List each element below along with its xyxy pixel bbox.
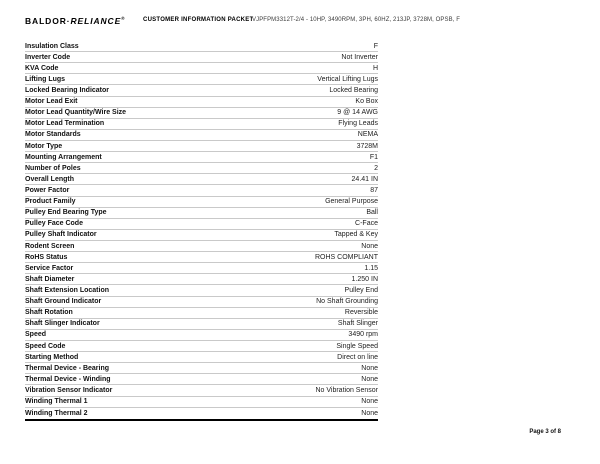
- spec-label: Motor Standards: [25, 131, 81, 139]
- spec-label: Pulley Face Code: [25, 220, 83, 228]
- spec-value: ROHS COMPLIANT: [314, 253, 378, 261]
- document-title: CUSTOMER INFORMATION PACKET: [143, 17, 254, 23]
- spec-label: Pulley Shaft Indicator: [25, 231, 97, 239]
- spec-value: 2: [374, 164, 378, 172]
- product-description: VJPFPM3312T-2/4 - 10HP, 3490RPM, 3PH, 60HZ, 213JP, 3728M, OPSB, F: [252, 17, 461, 23]
- spec-value: No Shaft Grounding: [316, 298, 378, 306]
- table-row: [25, 252, 378, 263]
- table-row: [25, 130, 378, 141]
- spec-label: Thermal Device - Bearing: [25, 364, 110, 372]
- table-row: [25, 374, 378, 385]
- spec-value: Vertical Lifting Lugs: [317, 75, 378, 83]
- table-row: [25, 174, 378, 185]
- spec-label: Inverter Code: [25, 53, 71, 61]
- table-row: [25, 308, 378, 319]
- table-row: [25, 408, 378, 419]
- spec-label: RoHS Status: [25, 253, 68, 261]
- spec-value: Tapped & Key: [334, 231, 378, 239]
- spec-value: H: [372, 64, 378, 72]
- table-row: [25, 63, 378, 74]
- spec-value: 3728M: [356, 142, 378, 150]
- spec-value: None: [361, 242, 378, 250]
- table-row: [25, 363, 378, 374]
- spec-label: Shaft Rotation: [25, 309, 73, 317]
- spec-label: Shaft Extension Location: [25, 286, 110, 294]
- spec-value: Locked Bearing: [329, 86, 378, 94]
- spec-value: Reversible: [344, 309, 378, 317]
- spec-label: Insulation Class: [25, 42, 79, 50]
- spec-label: Motor Lead Termination: [25, 120, 105, 128]
- spec-value: 1.15: [364, 264, 378, 272]
- spec-value: Ko Box: [355, 98, 378, 106]
- spec-value: 24.41 IN: [351, 175, 378, 183]
- spec-value: F1: [369, 153, 378, 161]
- spec-label: KVA Code: [25, 64, 59, 72]
- table-row: [25, 208, 378, 219]
- table-row: [25, 263, 378, 274]
- table-row: [25, 330, 378, 341]
- table-row: [25, 341, 378, 352]
- spec-label: Speed Code: [25, 342, 66, 350]
- table-row: [25, 108, 378, 119]
- table-row: [25, 185, 378, 196]
- spec-label: Number of Poles: [25, 164, 81, 172]
- spec-label: Speed: [25, 331, 47, 339]
- logo-reliance-text: RELIANCE: [70, 16, 122, 26]
- spec-value: No Vibration Sensor: [315, 386, 378, 394]
- spec-value: Ball: [366, 209, 378, 217]
- spec-value: Direct on line: [337, 353, 378, 361]
- spec-value: None: [361, 364, 378, 372]
- spec-value: General Purpose: [325, 198, 378, 206]
- logo-dot: ·: [66, 16, 71, 26]
- table-row: [25, 285, 378, 296]
- spec-label: Power Factor: [25, 186, 70, 194]
- table-row: [25, 219, 378, 230]
- spec-label: Winding Thermal 2: [25, 409, 88, 417]
- table-row: [25, 397, 378, 408]
- spec-value: 1.250 IN: [351, 275, 378, 283]
- spec-value: 3490 rpm: [348, 331, 378, 339]
- spec-label: Pulley End Bearing Type: [25, 209, 107, 217]
- spec-label: Starting Method: [25, 353, 79, 361]
- baldor-reliance-logo: [25, 16, 124, 26]
- spec-value: Not Inverter: [341, 53, 378, 61]
- table-row: [25, 152, 378, 163]
- table-row: [25, 52, 378, 63]
- spec-table: [25, 41, 378, 421]
- table-row: [25, 119, 378, 130]
- spec-value: None: [361, 375, 378, 383]
- page-number: Page 3 of 8: [529, 429, 561, 435]
- table-row: [25, 41, 378, 52]
- table-row: [25, 385, 378, 396]
- table-row: [25, 352, 378, 363]
- spec-label: Winding Thermal 1: [25, 398, 88, 406]
- spec-label: Rodent Screen: [25, 242, 75, 250]
- table-row: [25, 241, 378, 252]
- spec-label: Lifting Lugs: [25, 75, 66, 83]
- table-row: [25, 319, 378, 330]
- spec-value: F: [373, 42, 378, 50]
- spec-label: Shaft Diameter: [25, 275, 75, 283]
- table-row: [25, 74, 378, 85]
- table-row: [25, 141, 378, 152]
- spec-value: Flying Leads: [338, 120, 378, 128]
- spec-label: Locked Bearing Indicator: [25, 86, 110, 94]
- spec-label: Product Family: [25, 198, 76, 206]
- spec-value: Single Speed: [336, 342, 378, 350]
- spec-label: Motor Lead Quantity/Wire Size: [25, 109, 127, 117]
- spec-value: None: [361, 398, 378, 406]
- spec-value: 87: [370, 186, 378, 194]
- spec-value: Pulley End: [344, 286, 378, 294]
- table-row: [25, 97, 378, 108]
- spec-label: Mounting Arrangement: [25, 153, 102, 161]
- logo-baldor-text: BALDOR: [25, 16, 67, 26]
- spec-value: None: [361, 409, 378, 417]
- table-row: [25, 197, 378, 208]
- spec-value: NEMA: [357, 131, 378, 139]
- table-row: [25, 230, 378, 241]
- spec-label: Overall Length: [25, 175, 75, 183]
- registered-trademark-icon: ®: [121, 16, 125, 22]
- spec-label: Vibration Sensor Indicator: [25, 386, 113, 394]
- table-row: [25, 274, 378, 285]
- spec-label: Motor Lead Exit: [25, 98, 78, 106]
- spec-value: C-Face: [355, 220, 378, 228]
- spec-label: Motor Type: [25, 142, 63, 150]
- table-row: [25, 85, 378, 96]
- spec-label: Shaft Ground Indicator: [25, 298, 102, 306]
- spec-label: Service Factor: [25, 264, 74, 272]
- table-row: [25, 297, 378, 308]
- table-row: [25, 163, 378, 174]
- spec-value: Shaft Slinger: [337, 320, 378, 328]
- spec-label: Shaft Slinger Indicator: [25, 320, 100, 328]
- spec-label: Thermal Device - Winding: [25, 375, 111, 383]
- spec-value: 9 @ 14 AWG: [337, 109, 378, 117]
